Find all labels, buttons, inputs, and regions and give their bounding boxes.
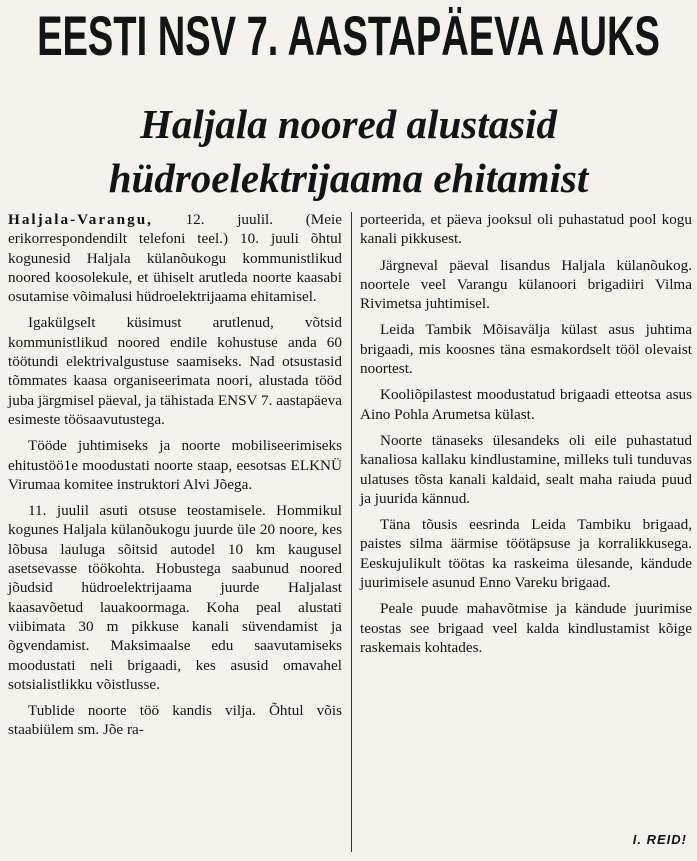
column-divider bbox=[351, 212, 352, 852]
article-paragraph: Täna tõusis eesrinda Leida Tambiku brigaad, paistes silma äärmise töötäpsuse ja korralikkusega. Eeskujulikult töötas ka raskeima ülesande, kändude juurimisele asunud Enno Vareku brigaad. bbox=[360, 516, 692, 592]
article-paragraph: Noorte tänaseks ülesandeks oli eile puhastatud kanaliosa kallaku kindlustamine, milleks tuli tunduvas ulatuses tõsta kanali kaldaid, sealt maha raiuda puud ja juurida kännud. bbox=[360, 431, 692, 507]
article-paragraph bbox=[8, 210, 342, 306]
article-paragraph: Peale puude mahavõtmise ja kändude juurimise teostas see brigaad veel kalda kindlustamist kõige raskemais kohtades. bbox=[360, 600, 692, 656]
article-paragraph: porteerida, et päeva jooksul oli puhastatud pool kogu kanali pikkusest. bbox=[360, 211, 692, 248]
article-paragraph: Järgneval päeval lisandus Haljala külanõukog. noortele veel Varangu külanoori brigadiiri Vilma Rivimetsa juhtimisel. bbox=[360, 256, 692, 313]
subheadline-line-2: hüdroelektrijaama ehitamist bbox=[108, 155, 589, 201]
article-paragraph: Tööde juhtimiseks ja noorte mobiliseerimiseks ehitustöö1e moodustati noorte staap, eesotsas ELKNÜ Virumaa komitee instruktori Alvi Jõega. bbox=[8, 437, 342, 493]
article-paragraph: Igakülgselt küsimust arutlenud, võtsid kommunistlikud noored endile kohustuse anda 60 töötundi elektrivalgustuse saamiseks. Nad otsustasid tõmmates kaasa organiseerimata noori, alustada tööd juba järgmisel päeval, ja tähistada ENSV 7. aastapäeva esimeste töösaavutustega. bbox=[8, 314, 342, 428]
newspaper-headline: EESTI NSV 7. AASTAPÄEVA AUKS bbox=[37, 3, 660, 67]
subheadline-line-1: Haljala noored alustasid bbox=[140, 101, 557, 147]
article-left-column bbox=[8, 210, 342, 747]
article-paragraph: 11. juulil asuti otsuse teostamisele. Hommikul kogunes Haljala külanõukogu juurde üle 20 noore, kes lõbusa lauluga sõitsid autodel 10 km kaugusel asetsevasse töökohta. Hobustega saabunud noored jõudsid hüdroelektrijaama juurde Haljalast kaasavõetud lauakoormaga. Koha peal alustati viibimata 30 m pikkuse kanali süvendamist ja õgvendamist. Maksimaalse edu saavutamiseks moodustati neli brigaadi, kes asusid omavahel sotsialistlikku võistlusse. bbox=[8, 502, 342, 693]
article-right-column bbox=[360, 210, 692, 664]
article-paragraph: Leida Tambik Mõisavälja külast asus juhtima brigaadi, mis koosnes täna esmakordselt tööl olevaist noortest. bbox=[360, 321, 692, 378]
author-signature: I. REID! bbox=[632, 832, 687, 847]
dateline: Haljala-Varangu, bbox=[8, 211, 153, 228]
paragraph-text: 12. juulil. (Meie erikorrespondendilt telefoni teel.) 10. juuli õhtul kogunesid Haljala külanõukogu kommunistlikud noored koosolekule, et ühiselt arutleda noorte kaasabi osutamise võimalusi hüdroelektrijaama ehitamisel. bbox=[8, 211, 342, 306]
article-paragraph: Kooliõpilastest moodustatud brigaadi etteotsa asus Aino Pohla Arumetsa külast. bbox=[360, 386, 692, 423]
article-paragraph: Tublide noorte töö kandis vilja. Õhtul võis staabiülem sm. Jõe ra- bbox=[8, 702, 342, 739]
